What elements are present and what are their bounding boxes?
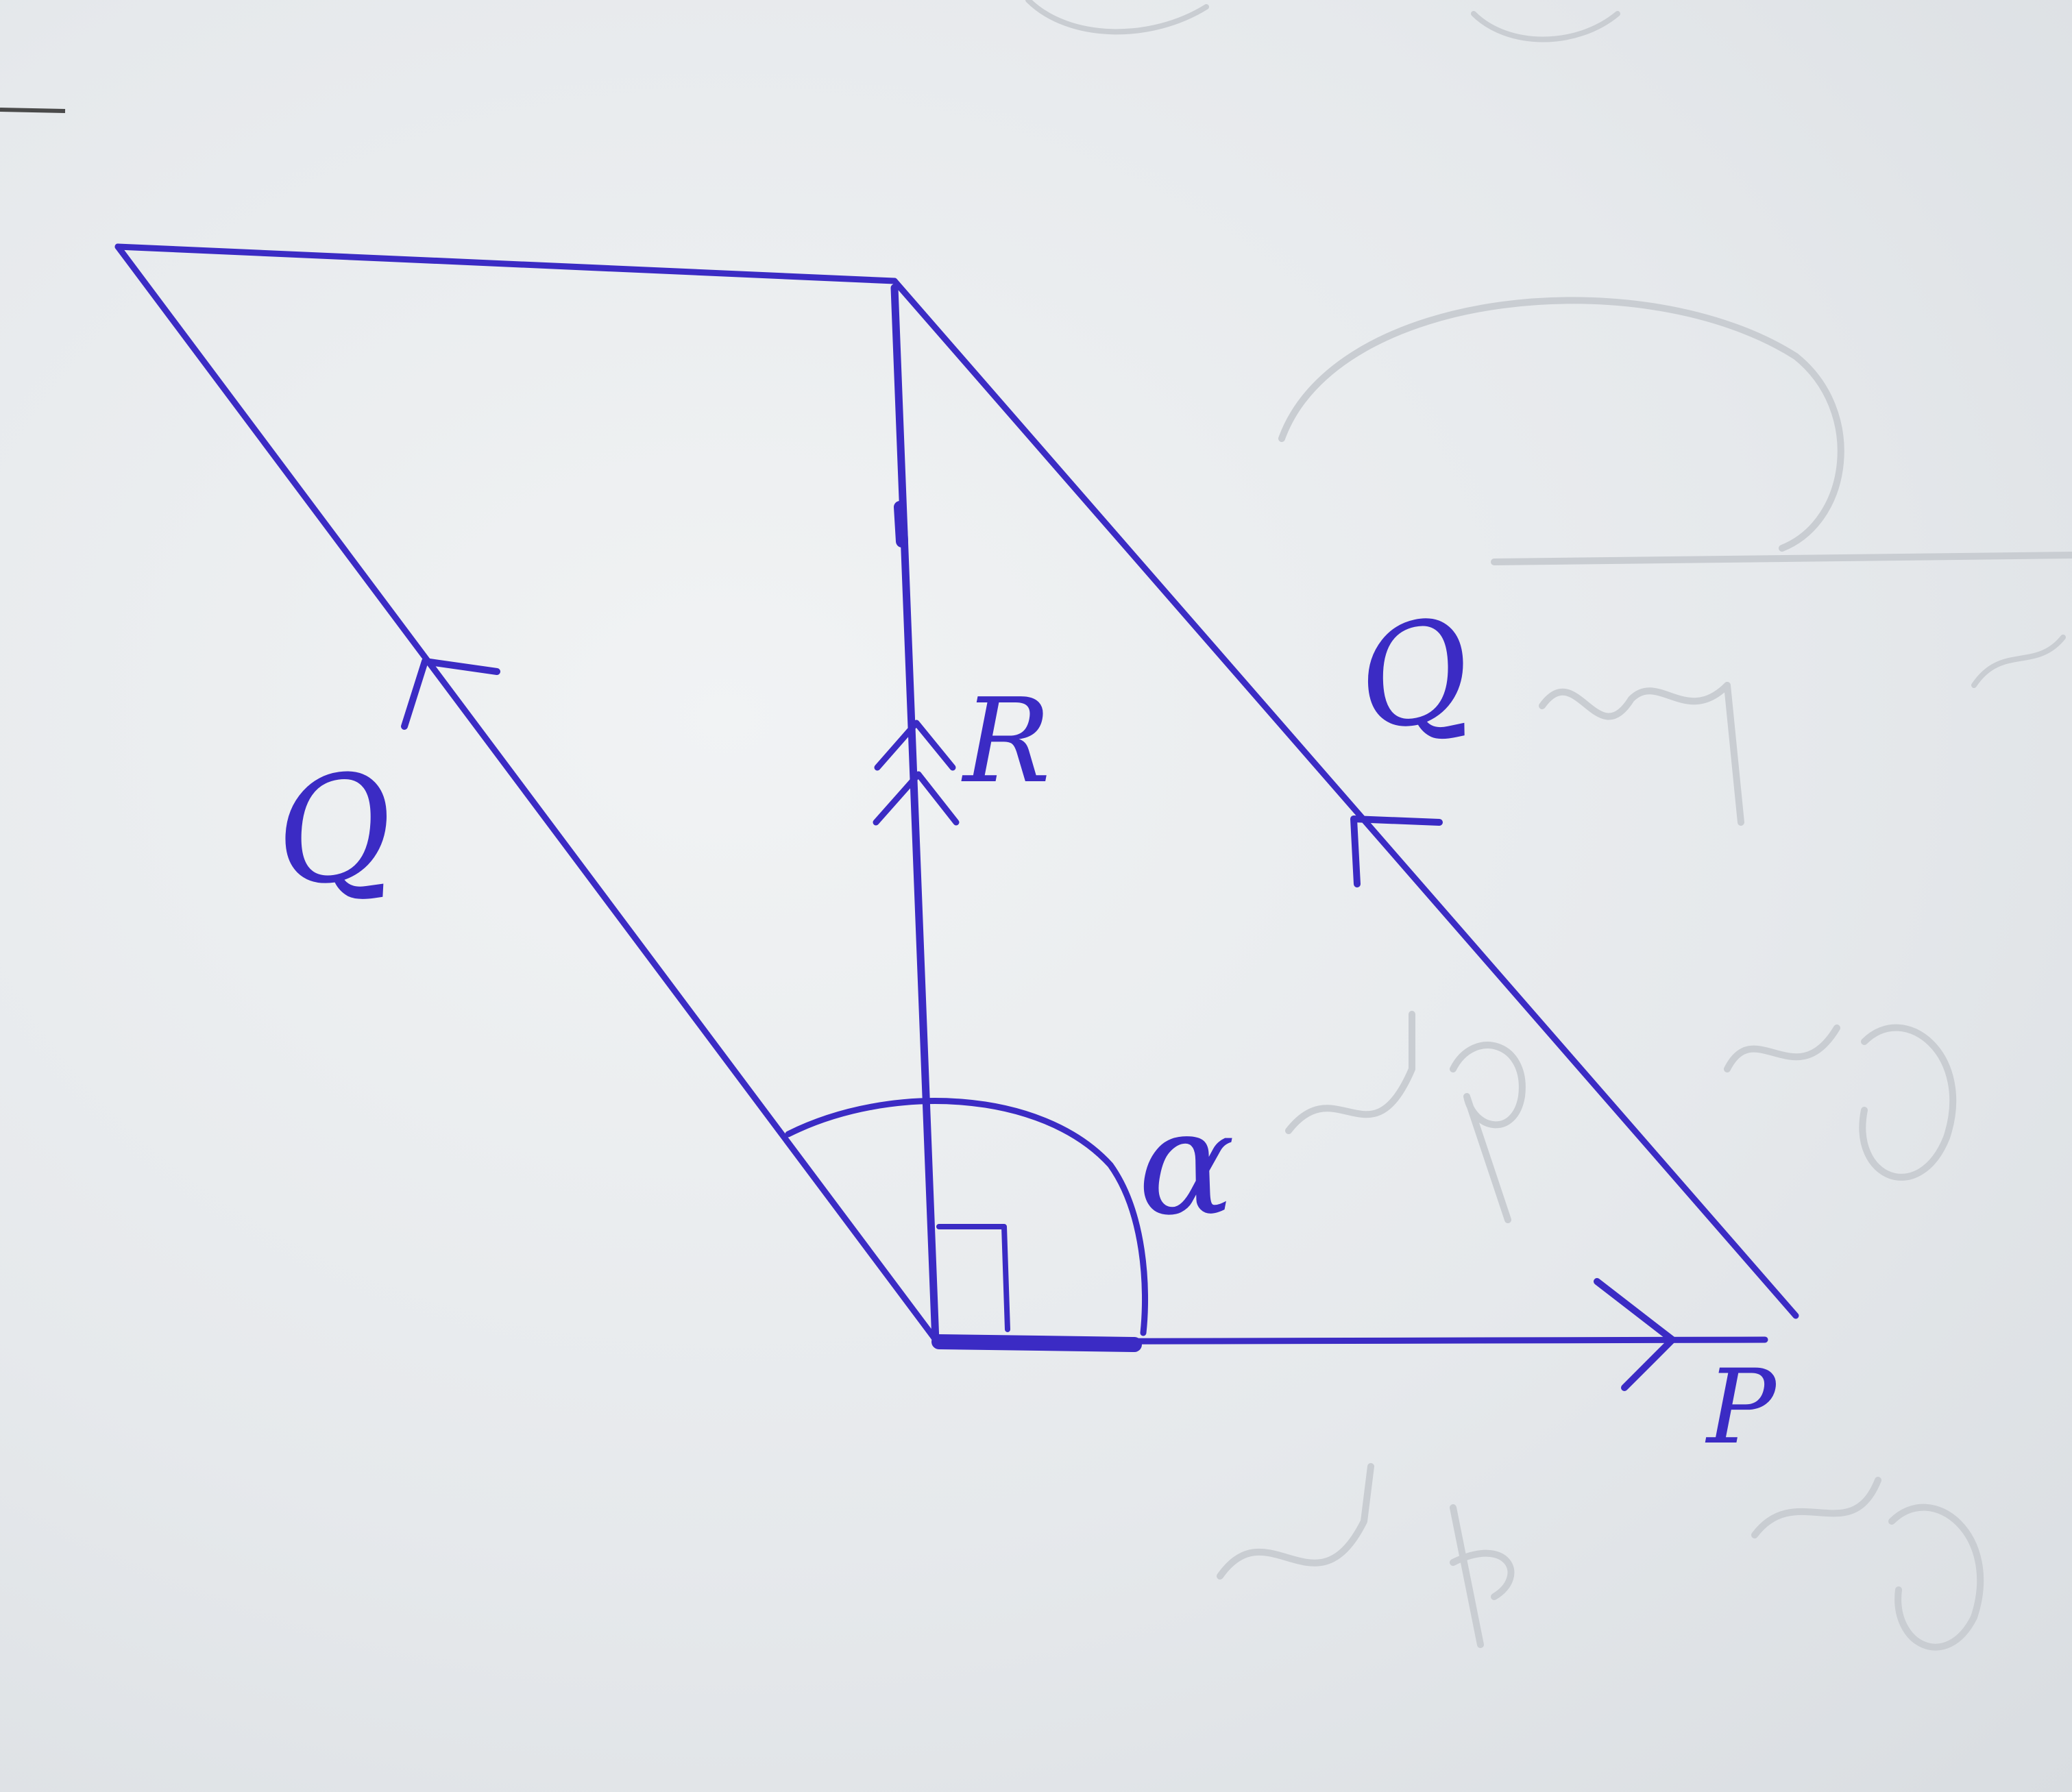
page-edge-mark: [0, 110, 65, 111]
side-left-q: [118, 247, 936, 1340]
ghost-mark: [1892, 1508, 1980, 1647]
right-angle-marker: [939, 1227, 1008, 1329]
diagram-labels: [264, 586, 1778, 1467]
origin-thick-segment: [939, 1342, 1134, 1345]
label-p: P: [1707, 1348, 1776, 1467]
ghost-mark: [1453, 1508, 1511, 1645]
resultant-tick: [900, 507, 902, 541]
ghost-mark: [1727, 1028, 1837, 1069]
ghost-mark: [1282, 300, 1841, 548]
label-alpha: α: [1138, 1079, 1235, 1247]
ghost-mark: [1862, 1028, 1953, 1177]
ghost-mark: [1727, 685, 1741, 822]
ghost-mark: [1494, 555, 2072, 562]
ghost-mark: [1028, 0, 1618, 40]
right-q-arrow-icon: [1354, 819, 1439, 884]
side-top: [118, 247, 894, 281]
ghost-mark: [1974, 637, 2063, 685]
ghost-mark: [1220, 1466, 1371, 1576]
label-q-right: Q: [1342, 585, 1486, 765]
label-resultant: R: [963, 674, 1051, 809]
label-q-left: Q: [264, 739, 405, 922]
ghost-mark: [1755, 1480, 1878, 1535]
p-arrow-icon: [1597, 1281, 1672, 1388]
resultant-line: [894, 288, 936, 1342]
ghost-mark: [1542, 685, 1727, 717]
ghost-mark: [1289, 1014, 1412, 1131]
ghost-mark: [1453, 1045, 1522, 1220]
